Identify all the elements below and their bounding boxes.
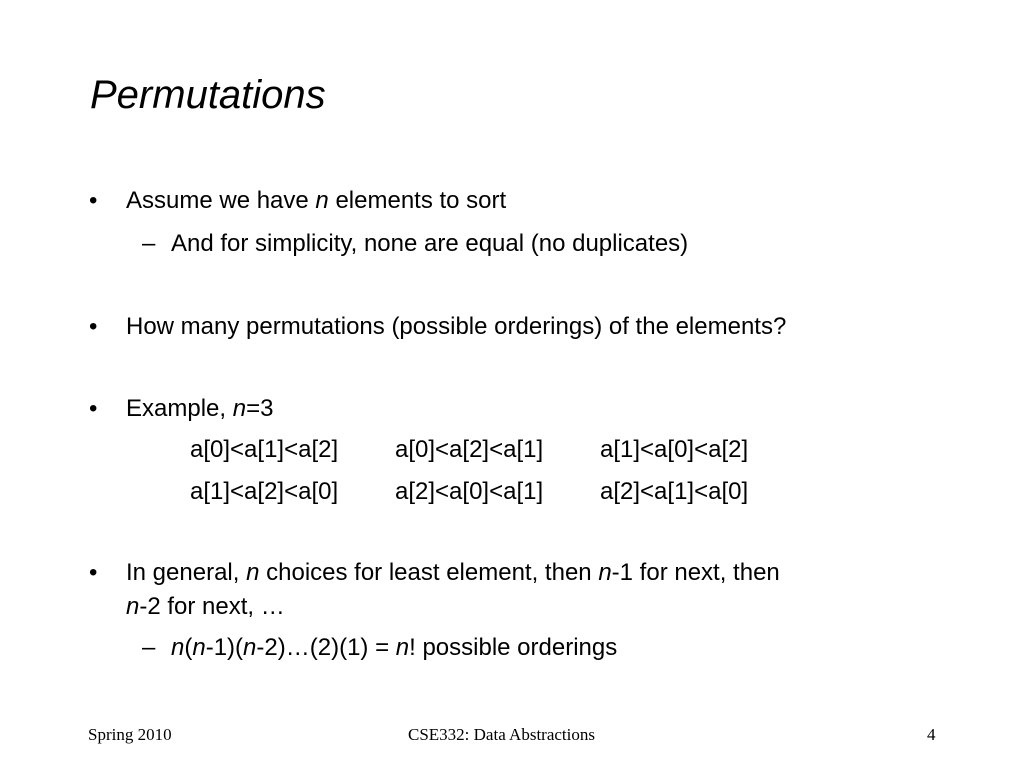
permutation: a[0]<a[2]<a[1] — [395, 436, 544, 463]
bullet-marker: • — [89, 313, 98, 340]
var-n: n — [243, 634, 257, 661]
permutation: a[1]<a[2]<a[0] — [190, 478, 339, 505]
bullet-assume — [126, 186, 506, 216]
permutation: a[2]<a[1]<a[0] — [600, 478, 749, 505]
permutation-row-1 — [190, 435, 805, 465]
text: In general, — [126, 559, 247, 586]
footer-page-number: 4 — [927, 725, 936, 744]
var-n: n — [246, 559, 260, 586]
footer-course: CSE332: Data Abstractions — [408, 725, 595, 744]
sub-bullet-factorial — [171, 633, 617, 663]
bullet-example-post: =3 — [246, 395, 274, 422]
bullet-example-pre: Example, — [126, 395, 233, 422]
dash-marker: – — [142, 634, 156, 661]
bullet-marker: • — [89, 559, 98, 586]
text: -2)…(2)(1) = — [256, 634, 396, 661]
bullet-example — [126, 394, 273, 424]
var-n: n — [598, 559, 612, 586]
text: -2 for next, … — [139, 593, 285, 620]
var-n: n — [126, 593, 140, 620]
sub-bullet-no-duplicates: And for simplicity, none are equal (no duplicates) — [171, 230, 689, 257]
permutation: a[0]<a[1]<a[2] — [190, 436, 339, 463]
text: -1 for next, then — [611, 559, 780, 586]
text: ( — [184, 634, 193, 661]
bullet-assume-post: elements to sort — [328, 187, 507, 214]
bullet-assume-pre: Assume we have — [126, 187, 316, 214]
bullet-in-general-line2 — [126, 592, 285, 622]
var-n: n — [395, 634, 410, 661]
permutation: a[1]<a[0]<a[2] — [600, 436, 749, 463]
permutation-row-2 — [190, 477, 805, 507]
permutation: a[2]<a[0]<a[1] — [395, 478, 544, 505]
slide-title: Permutations — [90, 73, 326, 117]
footer-date: Spring 2010 — [88, 725, 172, 744]
dash-marker: – — [142, 230, 156, 257]
bullet-in-general-line1 — [126, 558, 780, 588]
text: choices for least element, then — [259, 559, 599, 586]
var-n: n — [192, 634, 206, 661]
var-n: n — [171, 634, 185, 661]
var-n: n — [315, 187, 329, 214]
var-n: n — [232, 395, 247, 422]
text: ! possible orderings — [409, 634, 618, 661]
bullet-marker: • — [89, 395, 98, 422]
text: -1)( — [205, 634, 244, 661]
bullet-how-many: How many permutations (possible orderings) of the elements? — [126, 313, 787, 340]
bullet-marker: • — [89, 187, 98, 214]
